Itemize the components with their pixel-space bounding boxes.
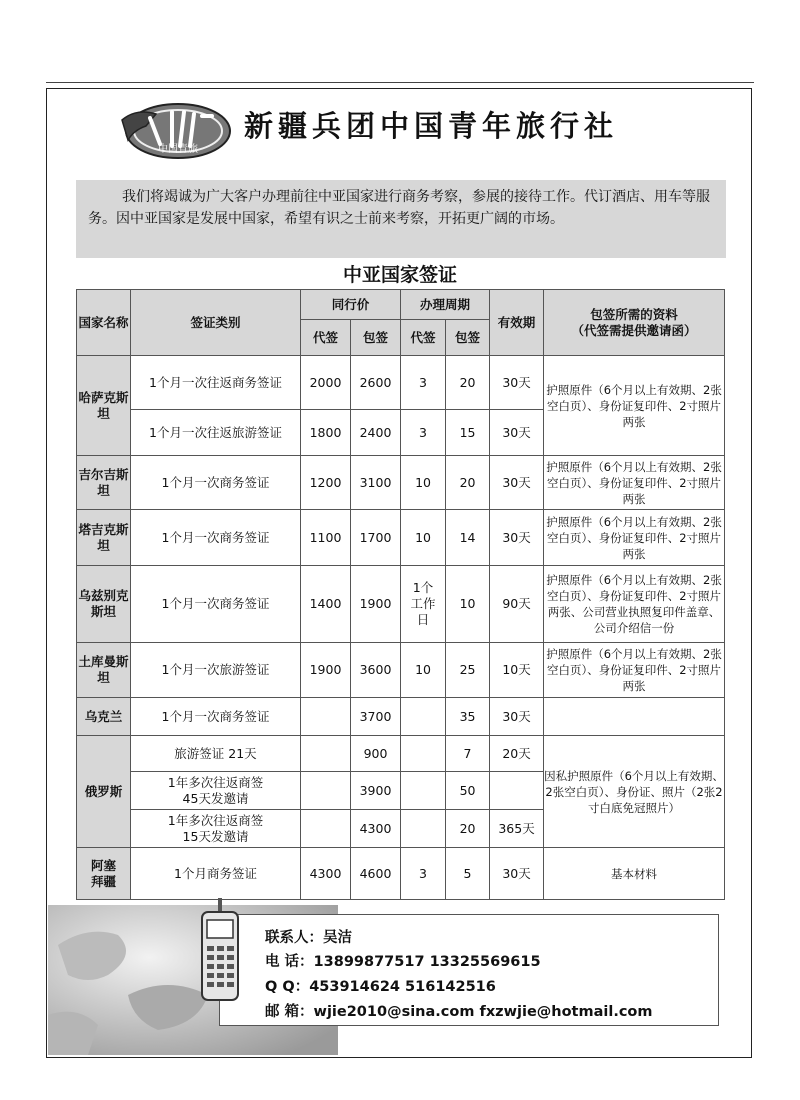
org-title: 新疆兵团中国青年旅行社 xyxy=(244,109,619,143)
country-cell: 哈萨克斯坦 xyxy=(77,356,131,456)
period-package-cell: 25 xyxy=(446,643,490,698)
price-package-cell: 900 xyxy=(351,736,401,772)
price-package-cell: 3100 xyxy=(351,456,401,510)
period-agent-cell xyxy=(401,736,446,772)
table-row xyxy=(77,356,725,410)
visa-table xyxy=(76,289,725,900)
period-agent-cell: 3 xyxy=(401,848,446,900)
validity-cell xyxy=(490,772,544,810)
validity-cell: 90天 xyxy=(490,566,544,643)
table-row xyxy=(77,643,725,698)
validity-cell: 30天 xyxy=(490,848,544,900)
materials-cell: 护照原件（6个月以上有效期、2张空白页）、身份证复印件、2寸照片两张、公司营业执照复印件盖章、公司介绍信一份 xyxy=(544,566,725,643)
contact-email: 邮 箱：wjie2010@sina.com fxzwjie@hotmail.com xyxy=(265,1004,653,1020)
price-agent-cell xyxy=(301,772,351,810)
price-agent-cell: 1900 xyxy=(301,643,351,698)
header-materials xyxy=(544,290,725,356)
price-agent-cell: 1400 xyxy=(301,566,351,643)
materials-cell xyxy=(544,698,725,736)
intro-box xyxy=(76,180,726,258)
materials-cell: 基本材料 xyxy=(544,848,725,900)
validity-cell: 365天 xyxy=(490,810,544,848)
logo-text: 中国青旅 xyxy=(158,144,198,155)
price-agent-cell xyxy=(301,698,351,736)
contact-phone: 电 话：13899877517 13325569615 xyxy=(265,954,541,970)
contact-person: 联系人：吴洁 xyxy=(265,930,352,946)
price-agent-cell: 4300 xyxy=(301,848,351,900)
visa-type-cell: 1个月一次商务签证 xyxy=(131,566,301,643)
price-agent-cell: 1100 xyxy=(301,510,351,566)
visa-type-cell: 1个月一次往返旅游签证 xyxy=(131,410,301,456)
table-row xyxy=(77,698,725,736)
period-package-cell: 50 xyxy=(446,772,490,810)
visa-type-cell: 1年多次往返商签45天发邀请 xyxy=(131,772,301,810)
table-row xyxy=(77,736,725,772)
price-package-cell: 4300 xyxy=(351,810,401,848)
visa-type-cell: 1个月一次往返商务签证 xyxy=(131,356,301,410)
country-cell: 俄罗斯 xyxy=(77,736,131,848)
period-package-cell: 20 xyxy=(446,810,490,848)
price-package-cell: 3700 xyxy=(351,698,401,736)
price-agent-cell: 2000 xyxy=(301,356,351,410)
header-validity: 有效期 xyxy=(490,290,544,356)
materials-cell: 因私护照原件（6个月以上有效期、2张空白页）、身份证、照片（2张2寸白底免冠照片） xyxy=(544,736,725,848)
header-period-package: 包签 xyxy=(446,320,490,356)
price-package-cell: 1700 xyxy=(351,510,401,566)
period-agent-cell xyxy=(401,810,446,848)
country-cell: 塔吉克斯坦 xyxy=(77,510,131,566)
visa-type-cell: 1个月一次商务签证 xyxy=(131,456,301,510)
table-row xyxy=(77,510,725,566)
period-agent-cell: 1个工作日 xyxy=(401,566,446,643)
period-package-cell: 20 xyxy=(446,356,490,410)
validity-cell: 30天 xyxy=(490,698,544,736)
table-row xyxy=(77,456,725,510)
header-peer-price: 同行价 xyxy=(301,290,401,320)
price-agent-cell xyxy=(301,810,351,848)
validity-cell: 30天 xyxy=(490,510,544,566)
period-package-cell: 5 xyxy=(446,848,490,900)
country-cell: 土库曼斯坦 xyxy=(77,643,131,698)
materials-cell: 护照原件（6个月以上有效期、2张空白页）、身份证复印件、2寸照片两张 xyxy=(544,643,725,698)
country-cell: 乌克兰 xyxy=(77,698,131,736)
period-package-cell: 10 xyxy=(446,566,490,643)
period-agent-cell: 3 xyxy=(401,356,446,410)
header-materials-title: 包签所需的资料 xyxy=(590,306,678,322)
country-cell: 阿塞拜疆 xyxy=(77,848,131,900)
validity-cell: 20天 xyxy=(490,736,544,772)
cyts-logo xyxy=(116,100,236,162)
price-package-cell: 2400 xyxy=(351,410,401,456)
price-package-cell: 3900 xyxy=(351,772,401,810)
validity-cell: 30天 xyxy=(490,356,544,410)
table-row xyxy=(77,566,725,643)
period-agent-cell: 10 xyxy=(401,643,446,698)
validity-cell: 30天 xyxy=(490,410,544,456)
country-cell: 乌兹别克斯坦 xyxy=(77,566,131,643)
materials-cell: 护照原件（6个月以上有效期、2张空白页）、身份证复印件、2寸照片两张 xyxy=(544,356,725,456)
period-package-cell: 7 xyxy=(446,736,490,772)
visa-type-cell: 1年多次往返商签15天发邀请 xyxy=(131,810,301,848)
intro-text: 我们将竭诚为广大客户办理前往中亚国家进行商务考察，参展的接待工作。代订酒店、用车等服务。因中亚国家是发展中国家，希望有识之士前来考察，开拓更广阔的市场。 xyxy=(88,189,710,227)
materials-cell: 护照原件（6个月以上有效期、2张空白页）、身份证复印件、2寸照片两张 xyxy=(544,510,725,566)
visa-type-cell: 旅游签证 21天 xyxy=(131,736,301,772)
period-agent-cell xyxy=(401,698,446,736)
price-agent-cell: 1200 xyxy=(301,456,351,510)
period-agent-cell: 10 xyxy=(401,510,446,566)
price-package-cell: 1900 xyxy=(351,566,401,643)
price-package-cell: 4600 xyxy=(351,848,401,900)
table-row xyxy=(77,848,725,900)
validity-cell: 10天 xyxy=(490,643,544,698)
header-price-agent: 代签 xyxy=(301,320,351,356)
header-visa-type: 签证类别 xyxy=(131,290,301,356)
period-agent-cell: 3 xyxy=(401,410,446,456)
header-period-agent: 代签 xyxy=(401,320,446,356)
price-agent-cell xyxy=(301,736,351,772)
country-cell: 吉尔吉斯坦 xyxy=(77,456,131,510)
mobile-phone-icon xyxy=(196,898,244,1004)
materials-cell: 护照原件（6个月以上有效期、2张空白页）、身份证复印件、2寸照片两张 xyxy=(544,456,725,510)
validity-cell: 30天 xyxy=(490,456,544,510)
header-price-package: 包签 xyxy=(351,320,401,356)
visa-type-cell: 1个月一次商务签证 xyxy=(131,510,301,566)
price-agent-cell: 1800 xyxy=(301,410,351,456)
table-title: 中亚国家签证 xyxy=(342,264,457,286)
header-country: 国家名称 xyxy=(77,290,131,356)
period-package-cell: 15 xyxy=(446,410,490,456)
visa-type-cell: 1个月一次旅游签证 xyxy=(131,643,301,698)
price-package-cell: 2600 xyxy=(351,356,401,410)
period-package-cell: 20 xyxy=(446,456,490,510)
header-period: 办理周期 xyxy=(401,290,490,320)
price-package-cell: 3600 xyxy=(351,643,401,698)
period-package-cell: 14 xyxy=(446,510,490,566)
visa-type-cell: 1个月商务签证 xyxy=(131,848,301,900)
visa-type-cell: 1个月一次商务签证 xyxy=(131,698,301,736)
contact-qq: Q Q：453914624 516142516 xyxy=(265,979,496,995)
header-materials-note: （代签需提供邀请函） xyxy=(571,322,697,338)
period-agent-cell xyxy=(401,772,446,810)
top-rule xyxy=(46,82,754,83)
period-agent-cell: 10 xyxy=(401,456,446,510)
period-package-cell: 35 xyxy=(446,698,490,736)
